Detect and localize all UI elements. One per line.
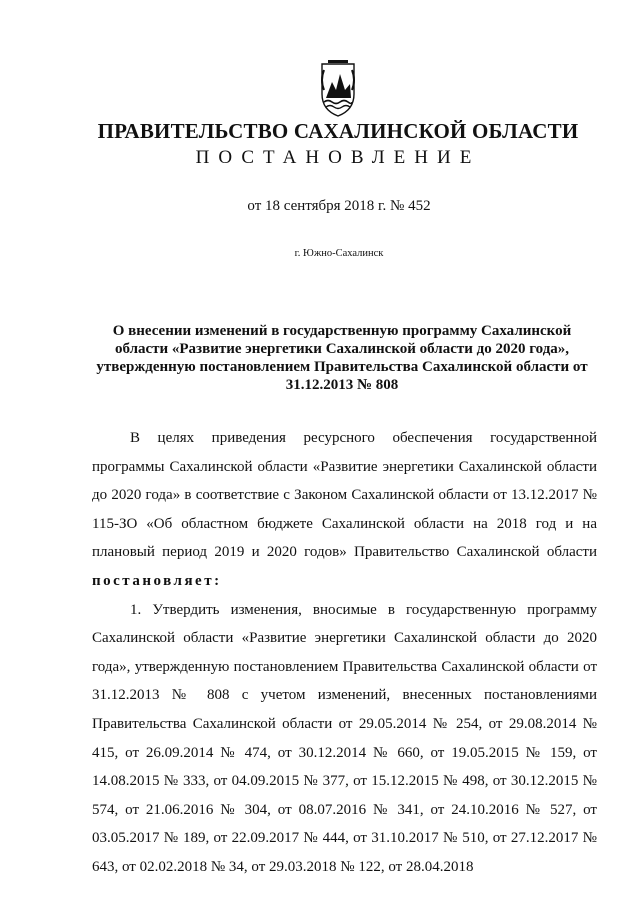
document-type: ПОСТАНОВЛЕНИЕ [195,147,481,168]
decree-word: постановляет: [92,572,222,589]
document-date-number: от 18 сентября 2018 г. № 452 [247,198,431,214]
coat-of-arms-icon [318,60,358,118]
body-paragraph-intro [92,424,597,596]
organization-title: ПРАВИТЕЛЬСТВО САХАЛИНСКОЙ ОБЛАСТИ [97,119,579,143]
document-body [92,424,597,882]
intro-text: В целях приведения ресурсного обеспечения государственной программы Сахалинской области «Развитие энергетики Сахалинской области до 2020 года» в соответствие с Законом Сахалинской области от 13.12.2017 № 115-ЗО «Об областном бюджете Сахалинской области на 2018 год и на плановый период 2019 и 2020 годов» Правительство Сахалинской области [92,430,597,561]
document-subject: О внесении изменений в государственную программу Сахалинской области «Развитие энергетики Сахалинской области до 2020 года», утвержденную постановлением Правительства Сахалинской области от 31.12.2013 № 808 [96,323,588,393]
document-city: г. Южно-Сахалинск [294,248,384,259]
body-paragraph-item-1: 1. Утвердить изменения, вносимые в государственную программу Сахалинской области «Развитие энергетики Сахалинской области до 2020 года», утвержденную постановлением Правительства Сахалинской области от 31.12.2013 № 808 с учетом изменений, внесенных постановлениями Правительства Сахалинской области от 29.05.2014 № 254, от 29.08.2014 № 415, от 26.09.2014 № 474, от 30.12.2014 № 660, от 19.05.2015 № 159, от 14.08.2015 № 333, от 04.09.2015 № 377, от 15.12.2015 № 498, от 30.12.2015 № 574, от 21.06.2016 № 304, от 08.07.2016 № 341, от 24.10.2016 № 527, от 03.05.2017 № 189, от 22.09.2017 № 444, от 31.10.2017 № 510, от 27.12.2017 № 643, от 02.02.2018 № 34, от 29.03.2018 № 122, от 28.04.2018 [92,601,597,875]
